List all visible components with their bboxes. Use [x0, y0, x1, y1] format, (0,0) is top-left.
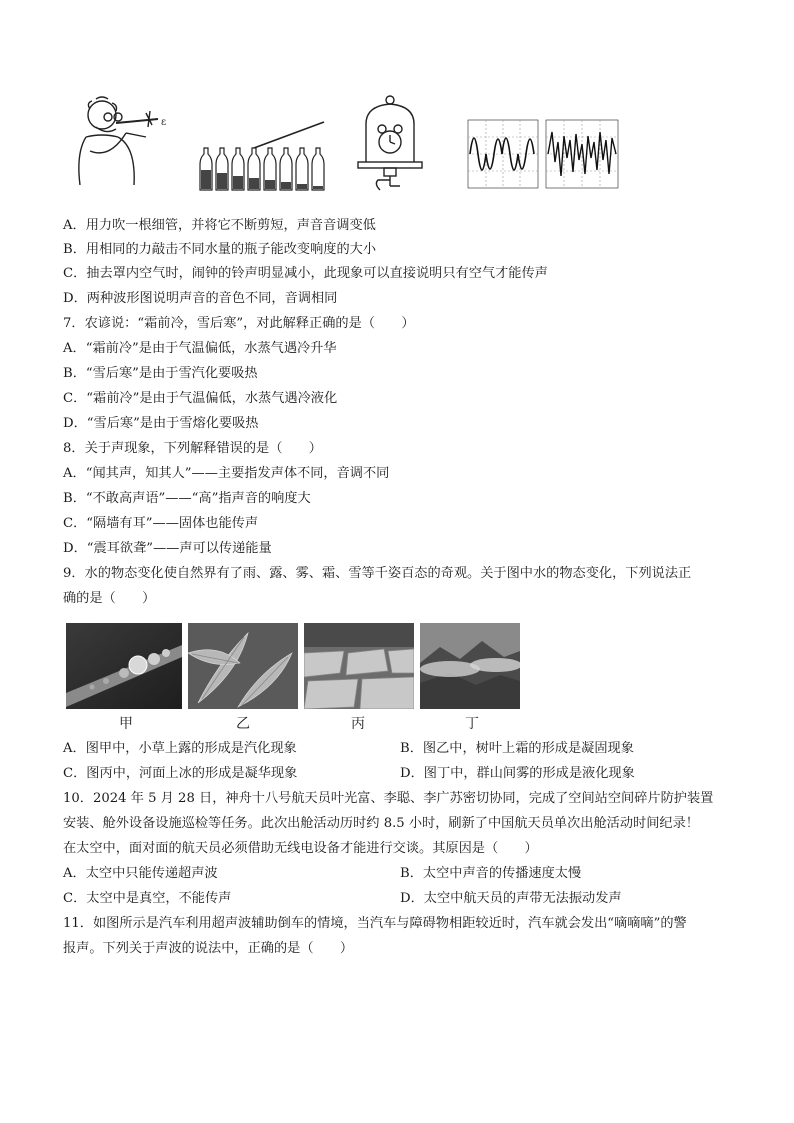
- q10-option-d: D．太空中航天员的声带无法振动发声: [400, 891, 622, 906]
- q9-option-a: A．图甲中，小草上露的形成是汽化现象: [63, 741, 297, 756]
- q8-stem: 8．关于声现象，下列解释错误的是（ ）: [63, 441, 322, 456]
- q6-option-b: B．用相同的力敲击不同水量的瓶子能改变响度的大小: [63, 242, 377, 257]
- waveforms-icon: [466, 118, 622, 190]
- q7-option-c: C．“霜前冷”是由于气温偏低，水蒸气遇冷液化: [63, 391, 338, 406]
- q10-option-a: A．太空中只能传递超声波: [63, 866, 218, 881]
- q6-option-a: A．用力吹一根细管，并将它不断剪短，声音音调变低: [63, 218, 376, 233]
- q10-stem-line2: 安装、舱外设备设施巡检等任务。此次出舱活动历时约 8.5 小时，刷新了中国航天员单次出舱活动时间纪录！: [63, 816, 699, 831]
- q8-option-c: C．“隔墙有耳”——固体也能传声: [63, 516, 259, 531]
- q7-option-d: D．“雪后寒”是由于雪熔化要吸热: [63, 416, 259, 431]
- caption-jia: 甲: [119, 716, 133, 732]
- q8-option-d: D．“震耳欲聋”——声可以传递能量: [63, 541, 272, 556]
- q9-stem-line2: 确的是（ ）: [63, 591, 156, 606]
- q9-option-c: C．图丙中，河面上冰的形成是凝华现象: [63, 766, 298, 781]
- caption-yi: 乙: [236, 716, 250, 732]
- caption-bing: 丙: [351, 716, 365, 732]
- bell-jar-clock-icon: [354, 94, 428, 194]
- q8-option-a: A．“闻其声，知其人”——主要指发声体不同，音调不同: [63, 466, 390, 481]
- q11-stem-line2: 报声。下列关于声波的说法中，正确的是（ ）: [63, 941, 354, 956]
- q10-option-b: B．太空中声音的传播速度太慢: [400, 866, 582, 881]
- person-blowing-tube-icon: [66, 93, 170, 193]
- q9-stem-line1: 9．水的物态变化使自然界有了雨、露、雾、霜、雪等千姿百态的奇观。关于图中水的物态变化，下列说法正: [63, 566, 692, 581]
- q10-option-c: C．太空中是真空，不能传声: [63, 891, 232, 906]
- q8-option-b: B．“不敢高声语”——“高”指声音的响度大: [63, 491, 311, 506]
- caption-ding: 丁: [465, 716, 479, 732]
- q9-option-d: D．图丁中，群山间雾的形成是液化现象: [400, 766, 635, 781]
- q11-stem-line1: 11．如图所示是汽车利用超声波辅助倒车的情境，当汽车与障碍物相距较近时，汽车就会发出“嘀嘀嘀”的警: [63, 916, 687, 931]
- frost-on-leaves-photo: [188, 623, 298, 709]
- q10-stem-line1: 10．2024 年 5 月 28 日，神舟十八号航天员叶光富、李聪、李广苏密切协同，完成了空间站空间碎片防护装置: [63, 791, 714, 806]
- water-bottles-icon: [198, 118, 340, 194]
- q6-option-c: C．抽去罩内空气时，闹钟的铃声明显减小，此现象可以直接说明只有空气才能传声: [63, 266, 548, 281]
- svg-text:ε: ε: [161, 117, 167, 128]
- ice-on-river-photo: [304, 623, 414, 709]
- q7-option-a: A．“霜前冷”是由于气温偏低，水蒸气遇冷升华: [63, 341, 337, 356]
- q6-option-d: D．两种波形图说明声音的音色不同，音调相同: [63, 291, 338, 306]
- fog-in-mountains-photo: [420, 623, 520, 709]
- q7-stem: 7．农谚说：“霜前冷，雪后寒”，对此解释正确的是（ ）: [63, 316, 415, 331]
- q9-option-b: B．图乙中，树叶上霜的形成是凝固现象: [400, 741, 634, 756]
- q7-option-b: B．“雪后寒”是由于雪汽化要吸热: [63, 366, 258, 381]
- q10-stem-line3: 在太空中，面对面的航天员必须借助无线电设备才能进行交谈。其原因是（ ）: [63, 841, 538, 856]
- dew-on-grass-photo: [66, 623, 182, 709]
